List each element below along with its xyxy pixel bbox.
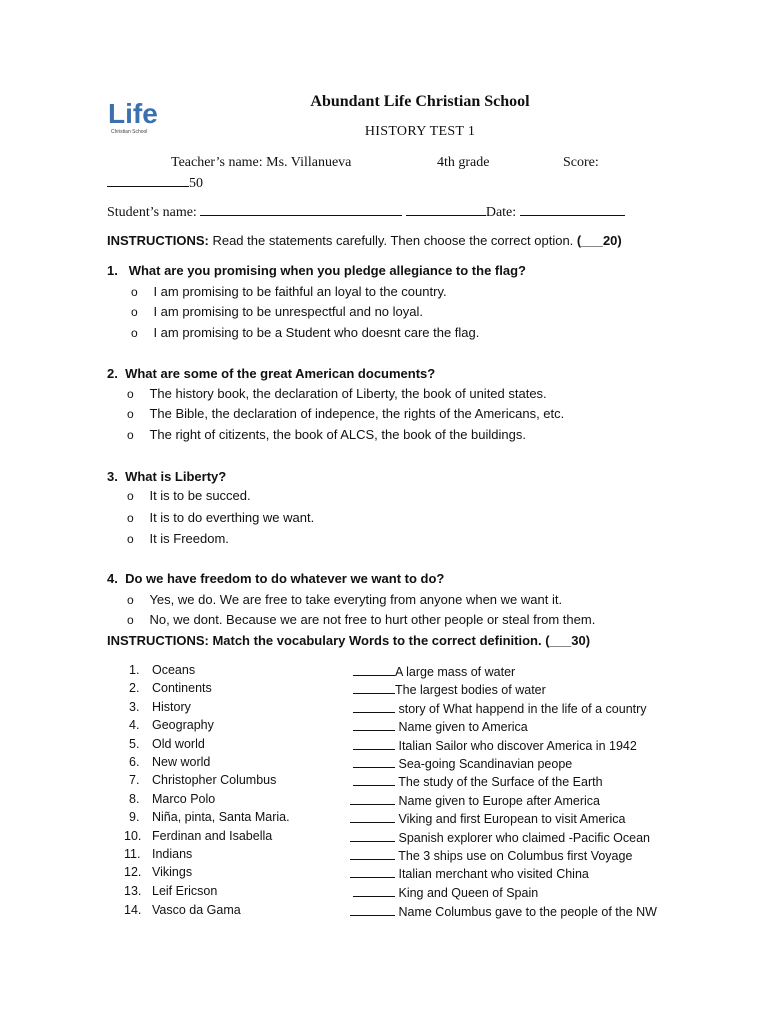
- vocab-num: 5.: [129, 737, 140, 751]
- option-1b[interactable]: o I am promising to be unrespectful and no loyal.: [131, 304, 423, 319]
- vocab-word: Oceans: [152, 663, 196, 677]
- bullet-icon: o: [127, 593, 134, 607]
- question-4: 4. Do we have freedom to do whatever we want to do?: [107, 571, 445, 586]
- vocab-word: Indians: [152, 847, 193, 861]
- answer-blank[interactable]: [353, 718, 395, 731]
- vocab-num: 4.: [129, 718, 140, 732]
- option-4b[interactable]: o No, we dont. Because we are not free to hurt other people or steal from them.: [127, 612, 596, 627]
- answer-blank[interactable]: [353, 681, 395, 694]
- option-1a[interactable]: o I am promising to be faithful an loyal to the country.: [131, 284, 447, 299]
- vocab-word: New world: [152, 755, 211, 769]
- bullet-icon: o: [131, 305, 138, 319]
- vocab-definition[interactable]: Name given to Europe after America: [350, 792, 600, 808]
- option-4a[interactable]: o Yes, we do. We are free to take everyting from anyone when we want it.: [127, 592, 563, 607]
- student-line: [107, 203, 625, 221]
- vocab-word: Christopher Columbus: [152, 773, 277, 787]
- vocab-definition[interactable]: Italian merchant who visited China: [350, 865, 589, 881]
- vocab-num: 1.: [129, 663, 140, 677]
- option-1c[interactable]: o I am promising to be a Student who doesnt care the flag.: [131, 325, 480, 340]
- bullet-icon: o: [127, 407, 134, 421]
- vocab-num: 11.: [124, 847, 141, 861]
- vocab-word: History: [152, 700, 191, 714]
- bullet-icon: o: [127, 511, 134, 525]
- svg-text:Christian School: Christian School: [111, 129, 148, 135]
- vocab-word: Leif Ericson: [152, 884, 218, 898]
- vocab-definition[interactable]: The study of the Surface of the Earth: [353, 773, 603, 789]
- answer-blank[interactable]: [353, 884, 395, 897]
- answer-blank[interactable]: [353, 773, 395, 786]
- vocab-word: Vasco da Gama: [152, 903, 241, 917]
- score-blank[interactable]: [107, 174, 189, 187]
- school-name: Abundant Life Christian School: [310, 93, 530, 110]
- answer-blank[interactable]: [350, 903, 395, 916]
- answer-blank[interactable]: [353, 700, 395, 713]
- vocab-definition[interactable]: The largest bodies of water: [353, 681, 546, 697]
- vocab-definition[interactable]: The 3 ships use on Columbus first Voyage: [350, 847, 632, 863]
- bullet-icon: o: [127, 613, 134, 627]
- score-label: Score:: [563, 155, 599, 170]
- vocab-definition[interactable]: Name given to America: [353, 718, 528, 734]
- bullet-icon: o: [127, 387, 134, 401]
- instructions-2: INSTRUCTIONS: Match the vocabulary Words to the correct definition. (___30): [107, 633, 591, 648]
- vocab-definition[interactable]: King and Queen of Spain: [353, 884, 538, 900]
- grade-label: 4th grade: [437, 155, 490, 170]
- score-line: [107, 174, 203, 192]
- test-title: HISTORY TEST 1: [364, 124, 476, 139]
- answer-blank[interactable]: [350, 847, 395, 860]
- vocab-word: Niña, pinta, Santa Maria.: [152, 810, 290, 824]
- score-total: 50: [189, 176, 203, 191]
- instructions-2-points: (___30): [545, 633, 591, 648]
- option-2b[interactable]: o The Bible, the declaration of indepence, the rights of the Americans, etc.: [127, 406, 565, 421]
- answer-blank[interactable]: [353, 737, 395, 750]
- vocab-definition[interactable]: story of What happend in the life of a country: [353, 700, 647, 716]
- vocab-num: 14.: [124, 903, 142, 917]
- date-label: Date:: [485, 205, 517, 220]
- vocab-word: Marco Polo: [152, 792, 216, 806]
- vocab-num: 13.: [124, 884, 142, 898]
- option-3a[interactable]: o It is to be succed.: [127, 488, 251, 503]
- student-name-blank-2[interactable]: [406, 203, 486, 216]
- vocab-definition[interactable]: Sea-going Scandinavian peope: [353, 755, 572, 771]
- bullet-icon: o: [127, 489, 134, 503]
- option-3c[interactable]: o It is Freedom.: [127, 531, 229, 546]
- date-blank[interactable]: [520, 203, 625, 216]
- student-label: Student’s name:: [107, 205, 197, 220]
- svg-text:Life: Life: [108, 98, 158, 129]
- instructions-1: [107, 233, 622, 248]
- answer-blank[interactable]: [350, 865, 395, 878]
- vocab-num: 12.: [124, 865, 142, 879]
- instructions-text: Read the statements carefully. Then choose the correct option.: [208, 233, 574, 248]
- vocab-num: 3.: [129, 700, 140, 714]
- vocab-word: Ferdinan and Isabella: [152, 829, 273, 843]
- bullet-icon: o: [127, 428, 134, 442]
- vocab-definition[interactable]: Spanish explorer who claimed -Pacific Ocean: [350, 829, 650, 845]
- question-1: 1. What are you promising when you pledge allegiance to the flag?: [107, 263, 526, 278]
- vocab-num: 2.: [129, 681, 140, 695]
- question-2: 2. What are some of the great American documents?: [107, 366, 436, 381]
- vocab-word: Old world: [152, 737, 205, 751]
- vocab-definition[interactable]: Viking and first European to visit America: [350, 810, 625, 826]
- instructions-label: INSTRUCTIONS:: [107, 233, 209, 248]
- option-2c[interactable]: o The right of citizents, the book of ALCS, the book of the buildings.: [127, 427, 526, 442]
- answer-blank[interactable]: [353, 663, 395, 676]
- instructions-points: (___20): [576, 233, 622, 248]
- answer-blank[interactable]: [350, 829, 395, 842]
- answer-blank[interactable]: [350, 810, 395, 823]
- option-2a[interactable]: o The history book, the declaration of Liberty, the book of united states.: [127, 386, 547, 401]
- vocab-definition[interactable]: Italian Sailor who discover America in 1942: [353, 737, 637, 753]
- vocab-definition[interactable]: Name Columbus gave to the people of the NW: [350, 903, 657, 919]
- bullet-icon: o: [127, 532, 134, 546]
- vocab-num: 9.: [129, 810, 140, 824]
- question-3: 3. What is Liberty?: [107, 469, 227, 484]
- student-name-blank[interactable]: [200, 203, 402, 216]
- vocab-num: 8.: [129, 792, 140, 806]
- vocab-word: Vikings: [152, 865, 193, 879]
- teacher-name: Teacher’s name: Ms. Villanueva: [171, 155, 352, 170]
- option-3b[interactable]: o It is to do everthing we want.: [127, 510, 315, 525]
- vocab-num: 7.: [129, 773, 140, 787]
- bullet-icon: o: [131, 326, 138, 340]
- vocab-word: Geography: [152, 718, 214, 732]
- vocab-num: 6.: [129, 755, 140, 769]
- bullet-icon: o: [131, 285, 138, 299]
- vocab-num: 10.: [124, 829, 142, 843]
- vocab-definition[interactable]: A large mass of water: [353, 663, 515, 679]
- vocab-word: Continents: [152, 681, 212, 695]
- answer-blank[interactable]: [353, 755, 395, 768]
- answer-blank[interactable]: [350, 792, 395, 805]
